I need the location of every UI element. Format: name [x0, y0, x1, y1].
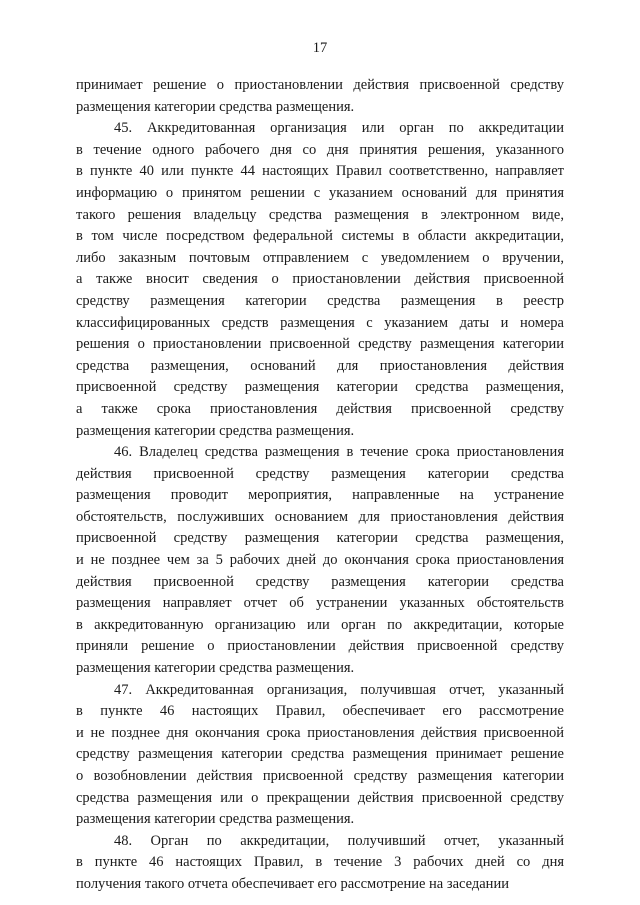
text-line: и не позднее дня окончания срока приостановления действия присвоенной — [76, 724, 564, 741]
text-line: решения о приостановлении присвоенной средству размещения категории — [76, 336, 564, 353]
paragraph-p48 — [76, 831, 564, 896]
text-line: в пункте 46 настоящих Правил, обеспечивает его рассмотрение — [76, 703, 564, 720]
text-line: классифицированных средств размещения с указанием даты и номера — [76, 314, 564, 331]
text-line: 45. Аккредитованная организация или орган по аккредитации — [114, 120, 564, 137]
text-line: размещения категории средства размещения. — [76, 98, 355, 115]
text-line: получения такого отчета обеспечивает его рассмотрение на заседании — [76, 875, 509, 892]
text-line: о возобновлении действия присвоенной средству размещения категории — [76, 768, 564, 784]
text-line: действия присвоенной средству размещения категории средства — [76, 465, 564, 482]
paragraph-p45 — [76, 118, 564, 442]
paragraph-p47 — [76, 680, 564, 831]
text-line: размещения категории средства размещения. — [76, 422, 355, 439]
text-line: такого решения владельцу средства размещения в электронном виде, — [76, 206, 564, 223]
text-line: в аккредитованную организацию или орган по аккредитации, которые — [76, 616, 564, 633]
text-line: а также срока приостановления действия присвоенной средству — [76, 400, 564, 417]
text-line: а также вносит сведения о приостановлении действия присвоенной — [76, 271, 564, 288]
text-line: размещения направляет отчет об устранении указанных обстоятельств — [76, 595, 564, 612]
text-line: в пункте 46 настоящих Правил, в течение 3 рабочих дней со дня — [76, 854, 564, 871]
text-line: в том числе посредством федеральной системы в области аккредитации, — [76, 228, 564, 245]
text-line: средству размещения категории средства размещения в реестр — [76, 292, 564, 309]
text-line: приняли решение о приостановлении действия присвоенной средству — [76, 638, 564, 655]
text-line: размещения категории средства размещения. — [76, 811, 355, 828]
text-line: средства размещения, оснований для приостановления действия — [76, 357, 564, 374]
text-line: размещения категории средства размещения. — [76, 660, 355, 677]
text-line: в течение одного рабочего дня со дня принятия решения, указанного — [76, 141, 564, 158]
text-line: информацию о принятом решении с указанием оснований для принятия — [76, 184, 564, 201]
text-line: размещения проводит мероприятия, направленные на устранение — [76, 487, 564, 504]
text-line: средству размещения категории средства размещения принимает решение — [76, 746, 564, 763]
paragraph-intro — [76, 75, 564, 118]
page-number: 17 — [312, 40, 328, 56]
text-line: принимает решение о приостановлении действия присвоенной средству — [76, 77, 564, 93]
text-line: присвоенной средству размещения категории средства размещения, — [76, 530, 564, 547]
text-line: 46. Владелец средства размещения в течение срока приостановления — [114, 444, 564, 461]
text-line: 47. Аккредитованная организация, получившая отчет, указанный — [114, 681, 564, 698]
text-line: в пункте 40 или пункте 44 настоящих Правил соответственно, направляет — [76, 163, 564, 180]
text-line: средства размещения или о прекращении действия присвоенной средству — [76, 789, 564, 806]
text-line: действия присвоенной средству размещения категории средства — [76, 573, 564, 590]
text-line: обстоятельств, послуживших основанием для приостановления действия — [76, 508, 564, 525]
text-line: присвоенной средству размещения категории средства размещения, — [76, 379, 564, 396]
text-line: либо заказным почтовым отправлением с уведомлением о вручении, — [76, 249, 564, 266]
paragraph-p46 — [76, 442, 564, 680]
document-body — [76, 75, 564, 896]
text-line: 48. Орган по аккредитации, получивший отчет, указанный — [114, 832, 564, 849]
text-line: и не позднее чем за 5 рабочих дней до окончания срока приостановления — [76, 552, 564, 569]
